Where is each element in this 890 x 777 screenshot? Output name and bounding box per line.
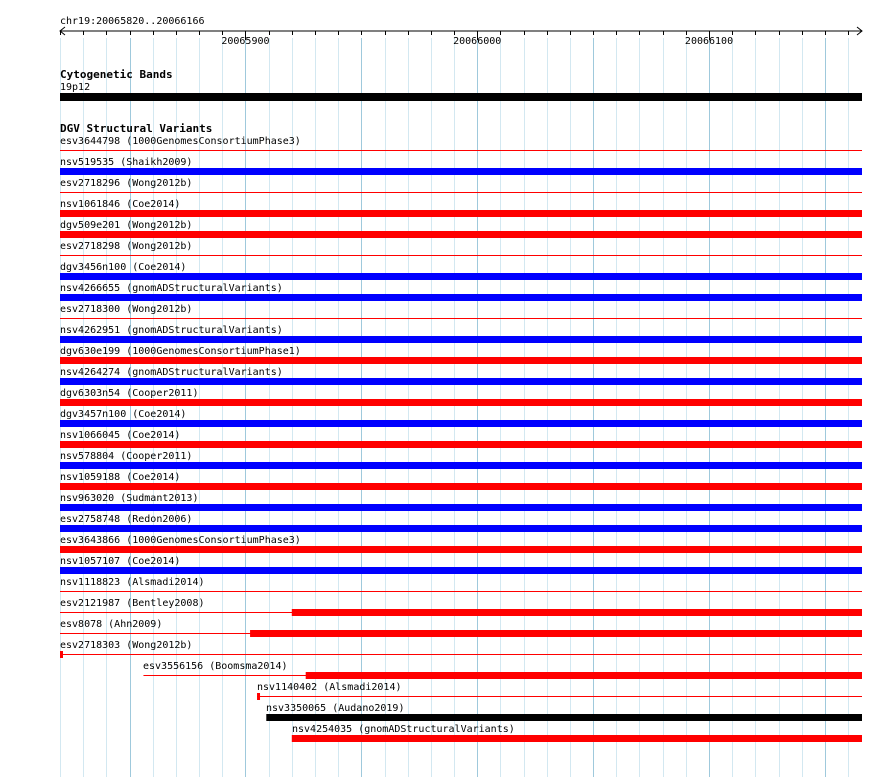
variant-feature[interactable] xyxy=(266,703,862,721)
variant-label: dgv3456n100 (Coe2014) xyxy=(60,262,187,273)
ruler-range-label: chr19:20065820..20066166 xyxy=(60,16,205,27)
variant-feature[interactable] xyxy=(60,136,862,151)
variant-label: nsv519535 (Shaikh2009) xyxy=(60,157,193,168)
variant-bar[interactable] xyxy=(60,150,862,151)
variant-feature[interactable] xyxy=(60,493,862,511)
variant-label: esv3643866 (1000GenomesConsortiumPhase3) xyxy=(60,535,301,546)
variant-bar[interactable] xyxy=(60,420,862,427)
variant-label: dgv3457n100 (Coe2014) xyxy=(60,409,187,420)
variant-bar[interactable] xyxy=(60,567,862,574)
variant-feature[interactable] xyxy=(60,409,862,427)
variant-label: esv8078 (Ahn2009) xyxy=(60,619,163,630)
variant-feature[interactable] xyxy=(60,199,862,217)
variant-bar[interactable] xyxy=(60,210,862,217)
variant-bar[interactable] xyxy=(60,168,862,175)
dgv-features xyxy=(60,136,862,742)
variant-label: nsv4264274 (gnomADStructuralVariants) xyxy=(60,367,283,378)
cytoband-track-title: Cytogenetic Bands xyxy=(60,68,173,81)
ruler xyxy=(60,16,862,47)
variant-bar[interactable] xyxy=(60,399,862,406)
variant-label: nsv3350065 (Audano2019) xyxy=(266,703,405,714)
ruler-tick-label: 20066000 xyxy=(453,36,502,47)
ruler-tick-label: 20065900 xyxy=(221,36,270,47)
variant-bar[interactable] xyxy=(60,378,862,385)
variant-bar[interactable] xyxy=(60,318,862,319)
variant-label: esv3556156 (Boomsma2014) xyxy=(143,661,288,672)
variant-bar[interactable] xyxy=(60,192,862,193)
variant-feature[interactable] xyxy=(60,346,862,364)
variant-label: esv2758748 (Redon2006) xyxy=(60,514,193,525)
variant-feature[interactable] xyxy=(60,451,862,469)
variant-label: dgv6303n54 (Cooper2011) xyxy=(60,388,199,399)
variant-bar[interactable] xyxy=(292,735,862,742)
variant-label: dgv630e199 (1000GenomesConsortiumPhase1) xyxy=(60,346,301,357)
variant-label: nsv963020 (Sudmant2013) xyxy=(60,493,199,504)
variant-feature[interactable] xyxy=(60,220,862,238)
variant-label: esv2121987 (Bentley2008) xyxy=(60,598,205,609)
variant-label: nsv1059188 (Coe2014) xyxy=(60,472,181,483)
variant-bar[interactable] xyxy=(266,714,862,721)
cytoband-label: 19p12 xyxy=(60,82,91,93)
variant-label: dgv509e201 (Wong2012b) xyxy=(60,220,193,231)
variant-block[interactable] xyxy=(250,630,862,637)
variant-bar[interactable] xyxy=(60,525,862,532)
variant-label: nsv1066045 (Coe2014) xyxy=(60,430,181,441)
variant-feature[interactable] xyxy=(292,724,862,742)
variant-label: esv3644798 (1000GenomesConsortiumPhase3) xyxy=(60,136,301,147)
dgv-structural-variants-track xyxy=(60,122,862,742)
variant-label: esv2718298 (Wong2012b) xyxy=(60,241,193,252)
cytogenetic-bands-track[interactable] xyxy=(60,68,862,101)
variant-feature[interactable] xyxy=(60,241,862,256)
variant-label: nsv4262951 (gnomADStructuralVariants) xyxy=(60,325,283,336)
variant-label: esv2718303 (Wong2012b) xyxy=(60,640,193,651)
variant-feature[interactable] xyxy=(60,430,862,448)
variant-label: nsv1118823 (Alsmadi2014) xyxy=(60,577,205,588)
variant-feature[interactable] xyxy=(60,304,862,319)
ruler-tick-label: 20066100 xyxy=(684,36,734,47)
variant-label: nsv4254035 (gnomADStructuralVariants) xyxy=(292,724,515,735)
variant-bar[interactable] xyxy=(60,255,862,256)
variant-feature[interactable] xyxy=(60,157,862,175)
variant-feature[interactable] xyxy=(60,577,862,592)
variant-bar[interactable] xyxy=(60,483,862,490)
variant-block[interactable] xyxy=(306,672,862,679)
variant-bar[interactable] xyxy=(60,273,862,280)
variant-label: esv2718296 (Wong2012b) xyxy=(60,178,193,189)
variant-feature[interactable] xyxy=(60,598,862,616)
variant-label: nsv1061846 (Coe2014) xyxy=(60,199,181,210)
variant-label: nsv4266655 (gnomADStructuralVariants) xyxy=(60,283,283,294)
variant-feature[interactable] xyxy=(60,388,862,406)
variant-label: nsv578804 (Cooper2011) xyxy=(60,451,193,462)
variant-connector xyxy=(60,654,862,655)
variant-label: esv2718300 (Wong2012b) xyxy=(60,304,193,315)
variant-connector xyxy=(257,696,862,697)
variant-feature[interactable] xyxy=(60,640,862,658)
variant-bar[interactable] xyxy=(60,294,862,301)
variant-bar[interactable] xyxy=(60,462,862,469)
variant-feature[interactable] xyxy=(60,178,862,193)
variant-feature[interactable] xyxy=(60,535,862,553)
variant-bar[interactable] xyxy=(60,336,862,343)
variant-block[interactable] xyxy=(292,609,862,616)
variant-feature[interactable] xyxy=(60,472,862,490)
variant-bar[interactable] xyxy=(60,441,862,448)
variant-feature[interactable] xyxy=(60,325,862,343)
variant-feature[interactable] xyxy=(60,262,862,280)
variant-bar[interactable] xyxy=(60,546,862,553)
variant-block[interactable] xyxy=(60,651,63,658)
variant-feature[interactable] xyxy=(60,367,862,385)
variant-label: nsv1057107 (Coe2014) xyxy=(60,556,181,567)
variant-bar[interactable] xyxy=(60,504,862,511)
ruler-ticks xyxy=(61,31,849,47)
variant-feature[interactable] xyxy=(143,661,862,679)
variant-feature[interactable] xyxy=(60,514,862,532)
variant-feature[interactable] xyxy=(257,682,862,700)
variant-bar[interactable] xyxy=(60,357,862,364)
variant-bar[interactable] xyxy=(60,591,862,592)
variant-block[interactable] xyxy=(257,693,260,700)
variant-bar[interactable] xyxy=(60,231,862,238)
variant-label: nsv1140402 (Alsmadi2014) xyxy=(257,682,402,693)
variant-feature[interactable] xyxy=(60,556,862,574)
dgv-track-title: DGV Structural Variants xyxy=(60,122,213,135)
cytoband-bar[interactable] xyxy=(60,93,862,101)
variant-feature[interactable] xyxy=(60,619,862,637)
variant-feature[interactable] xyxy=(60,283,862,301)
